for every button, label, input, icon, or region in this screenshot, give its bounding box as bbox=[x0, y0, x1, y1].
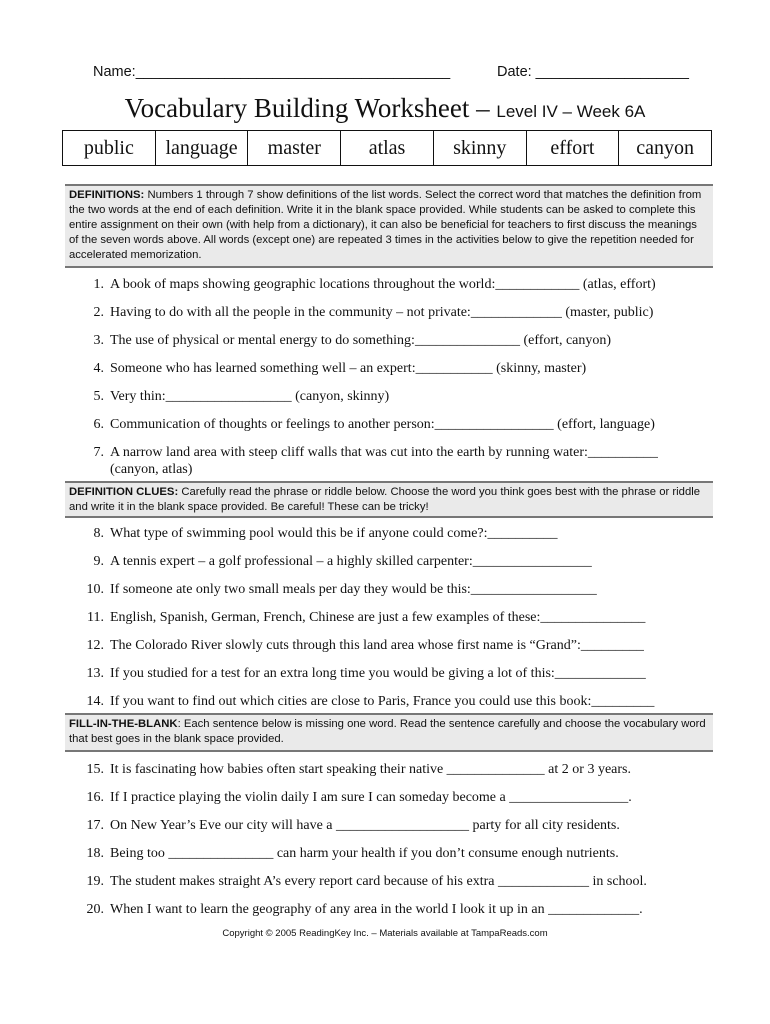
clues-instructions bbox=[65, 481, 713, 518]
word-bank-item: skinny bbox=[434, 131, 527, 165]
name-line: Name:_______________________________________ bbox=[93, 64, 451, 80]
question-item: 16. If I practice playing the violin daily I am sure I can someday become a _________________. bbox=[86, 790, 632, 805]
question-item: 1. A book of maps showing geographic locations throughout the world:____________ (atlas, effort) bbox=[93, 277, 656, 292]
word-bank-item: atlas bbox=[341, 131, 434, 165]
definitions-instructions bbox=[65, 184, 713, 268]
question-item: 2. Having to do with all the people in the community – not private:_____________ (master, public) bbox=[93, 305, 654, 320]
question-item: 12. The Colorado River slowly cuts through this land area whose first name is “Grand”:_________ bbox=[86, 638, 644, 653]
definitions-heading: DEFINITIONS: bbox=[69, 189, 145, 201]
title-dash: – bbox=[469, 93, 497, 123]
title-main: Vocabulary Building Worksheet bbox=[124, 93, 470, 123]
question-item: 3. The use of physical or mental energy to do something:_______________ (effort, canyon) bbox=[93, 333, 612, 348]
word-bank-item: master bbox=[248, 131, 341, 165]
definitions-text: Numbers 1 through 7 show definitions of the list words. Select the correct word that matches the definition from the two words at the end of each definition. Write it in the blank space provided. While students can be asked to complete this entire assignment on their own (with help from a dictionary), it can also be beneficial for teachers to first discuss the meanings of the seven words above. All words (except one) are repeated 3 times in the activities below to give the repetition needed for accelerated memorization. bbox=[69, 189, 702, 261]
fill-text: : Each sentence below is missing one word. Read the sentence carefully and choose the vocabulary word that best goes in the blank space provided. bbox=[69, 718, 706, 745]
word-bank-item: language bbox=[156, 131, 249, 165]
fill-heading: FILL-IN-THE-BLANK bbox=[69, 718, 178, 730]
question-item: 6. Communication of thoughts or feelings to another person:_________________ (effort, language) bbox=[93, 417, 655, 432]
clues-text: Carefully read the phrase or riddle below. Choose the word you think goes best with the phrase or riddle and write it in the blank space provided. Be careful! These can be tricky! bbox=[69, 486, 701, 513]
header-row bbox=[93, 64, 703, 86]
copyright-footer: Copyright © 2005 ReadingKey Inc. – Materials available at TampaReads.com bbox=[222, 928, 548, 939]
date-line: Date: ___________________ bbox=[497, 64, 689, 80]
clues-heading: DEFINITION CLUES: bbox=[69, 486, 179, 498]
question-item: 11. English, Spanish, German, French, Chinese are just a few examples of these:_______________ bbox=[87, 610, 646, 625]
question-item: 15. It is fascinating how babies often start speaking their native ______________ at 2 or 3 years. bbox=[86, 762, 631, 777]
word-bank bbox=[62, 130, 712, 166]
question-item: 18. Being too _______________ can harm your health if you don’t consume enough nutrients. bbox=[86, 846, 619, 861]
question-item: 9. A tennis expert – a golf professional – a highly skilled carpenter:_________________ bbox=[93, 554, 592, 569]
question-item: 8. What type of swimming pool would this be if anyone could come?:__________ bbox=[93, 526, 558, 541]
fill-instructions bbox=[65, 713, 713, 752]
question-item: 4. Someone who has learned something well – an expert:___________ (skinny, master) bbox=[93, 361, 587, 376]
question-item: 13. If you studied for a test for an extra long time you would be giving a lot of this:_____________ bbox=[86, 666, 646, 681]
question-item-continuation: (canyon, atlas) bbox=[110, 462, 193, 477]
question-item: 5. Very thin:__________________ (canyon, skinny) bbox=[93, 389, 390, 404]
question-item: 7. A narrow land area with steep cliff walls that was cut into the earth by running water:__________ bbox=[93, 445, 658, 460]
question-item: 10. If someone ate only two small meals per day they would be this:__________________ bbox=[86, 582, 597, 597]
question-item: 14. If you want to find out which cities are close to Paris, France you could use this book:_________ bbox=[86, 694, 655, 709]
word-bank-item: public bbox=[63, 131, 156, 165]
question-item: 17. On New Year’s Eve our city will have a ___________________ party for all city residents. bbox=[86, 818, 620, 833]
title-sub: Level IV – Week 6A bbox=[496, 102, 646, 121]
question-item: 20. When I want to learn the geography of any area in the world I look it up in an _____________. bbox=[86, 902, 643, 917]
word-bank-item: effort bbox=[527, 131, 620, 165]
page-title bbox=[0, 93, 770, 124]
word-bank-item: canyon bbox=[636, 136, 695, 159]
question-item: 19. The student makes straight A’s every report card because of his extra _____________ in school. bbox=[86, 874, 647, 889]
